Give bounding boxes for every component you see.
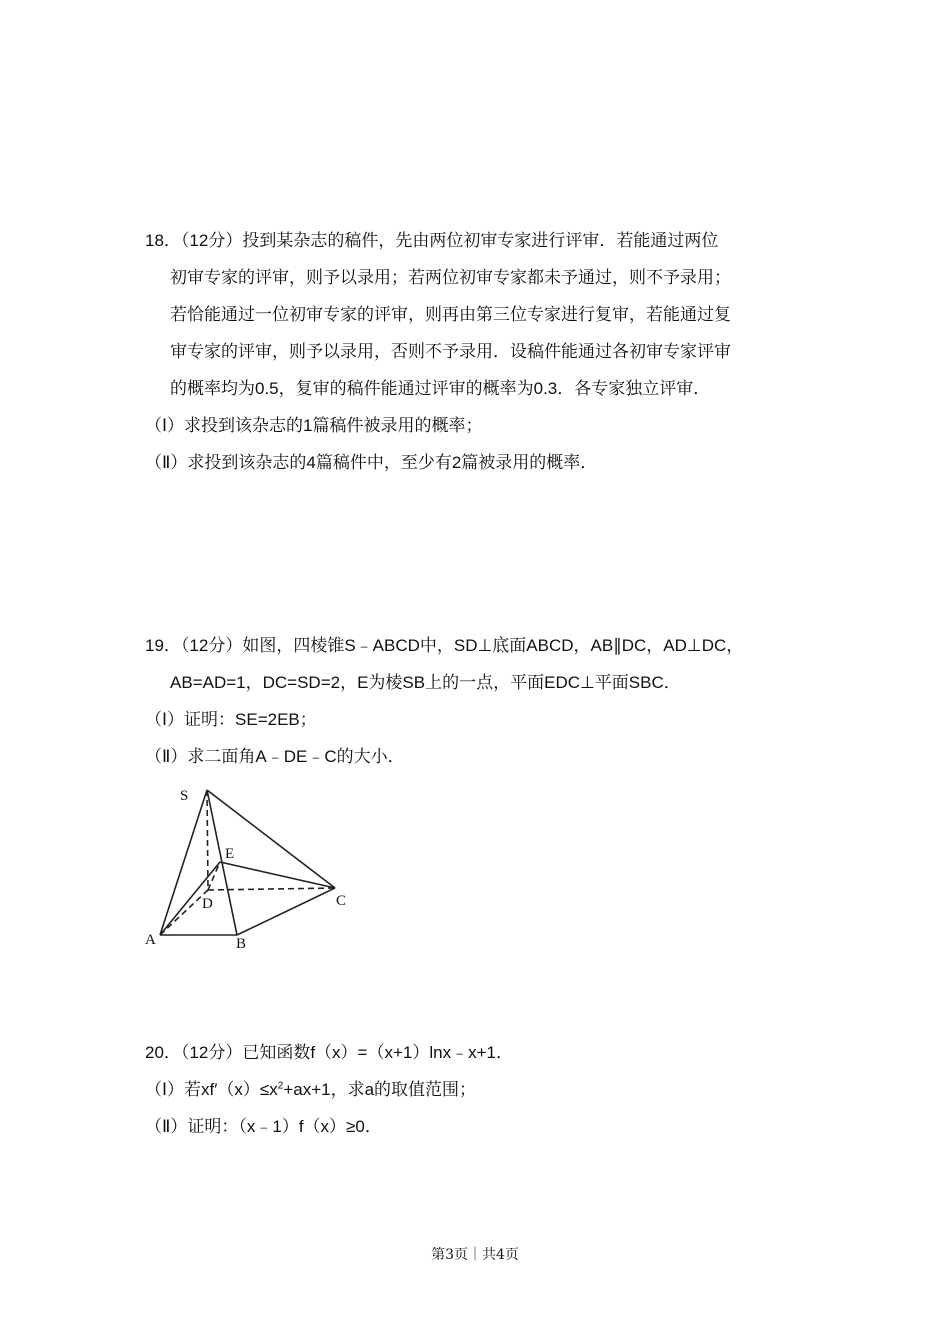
q19-line-2: AB=AD=1，DC=SD=2，E为棱SB上的一点，平面EDC⊥平面SBC．	[170, 673, 681, 692]
q20-part1-pre: （Ⅰ）若xf′（x）≤x	[145, 1080, 278, 1099]
q18-part1: （Ⅰ）求投到该杂志的1篇稿件被录用的概率；	[145, 416, 483, 435]
q19-line-1: 19．（12分）如图，四棱锥S﹣ABCD中，SD⊥底面ABCD，AB∥DC，AD⊥DC，	[145, 636, 744, 655]
q20-part1-sup: 2	[277, 1080, 284, 1092]
q18-line-1: 18．（12分）投到某杂志的稿件，先由两位初审专家进行评审．若能通过两位	[145, 231, 719, 250]
q18-line-3: 若恰能通过一位初审专家的评审，则再由第三位专家进行复审，若能通过复	[170, 305, 731, 324]
q18-line-2: 初审专家的评审，则予以录用；若两位初审专家都未予通过，则不予录用；	[170, 268, 731, 287]
q20-line-1: 20．（12分）已知函数f（x）=（x+1）lnx﹣x+1．	[145, 1043, 513, 1062]
page-footer: 第3页｜共4页	[431, 1247, 519, 1263]
q19-part2: （Ⅱ）求二面角A﹣DE﹣C的大小．	[145, 747, 405, 766]
q18-part2: （Ⅱ）求投到该杂志的4篇稿件中，至少有2篇被录用的概率．	[145, 453, 598, 472]
label-a: A	[145, 932, 156, 948]
label-d: D	[202, 896, 213, 912]
q19-part1: （Ⅰ）证明：SE=2EB；	[145, 710, 317, 729]
label-s: S	[180, 788, 189, 804]
q20-part2: （Ⅱ）证明：（x﹣1）f（x）≥0．	[145, 1117, 382, 1136]
q20-part1-post: +ax+1，求a的取值范围；	[283, 1080, 477, 1099]
label-c: C	[336, 893, 347, 909]
label-e: E	[225, 846, 235, 862]
q18-line-5: 的概率均为0.5，复审的稿件能通过评审的概率为0.3．各专家独立评审．	[170, 379, 711, 398]
label-b: B	[236, 936, 247, 952]
q18-line-4: 审专家的评审，则予以录用，否则不予录用．设稿件能通过各初审专家评审	[170, 342, 731, 361]
q20-part1	[145, 1075, 476, 1100]
